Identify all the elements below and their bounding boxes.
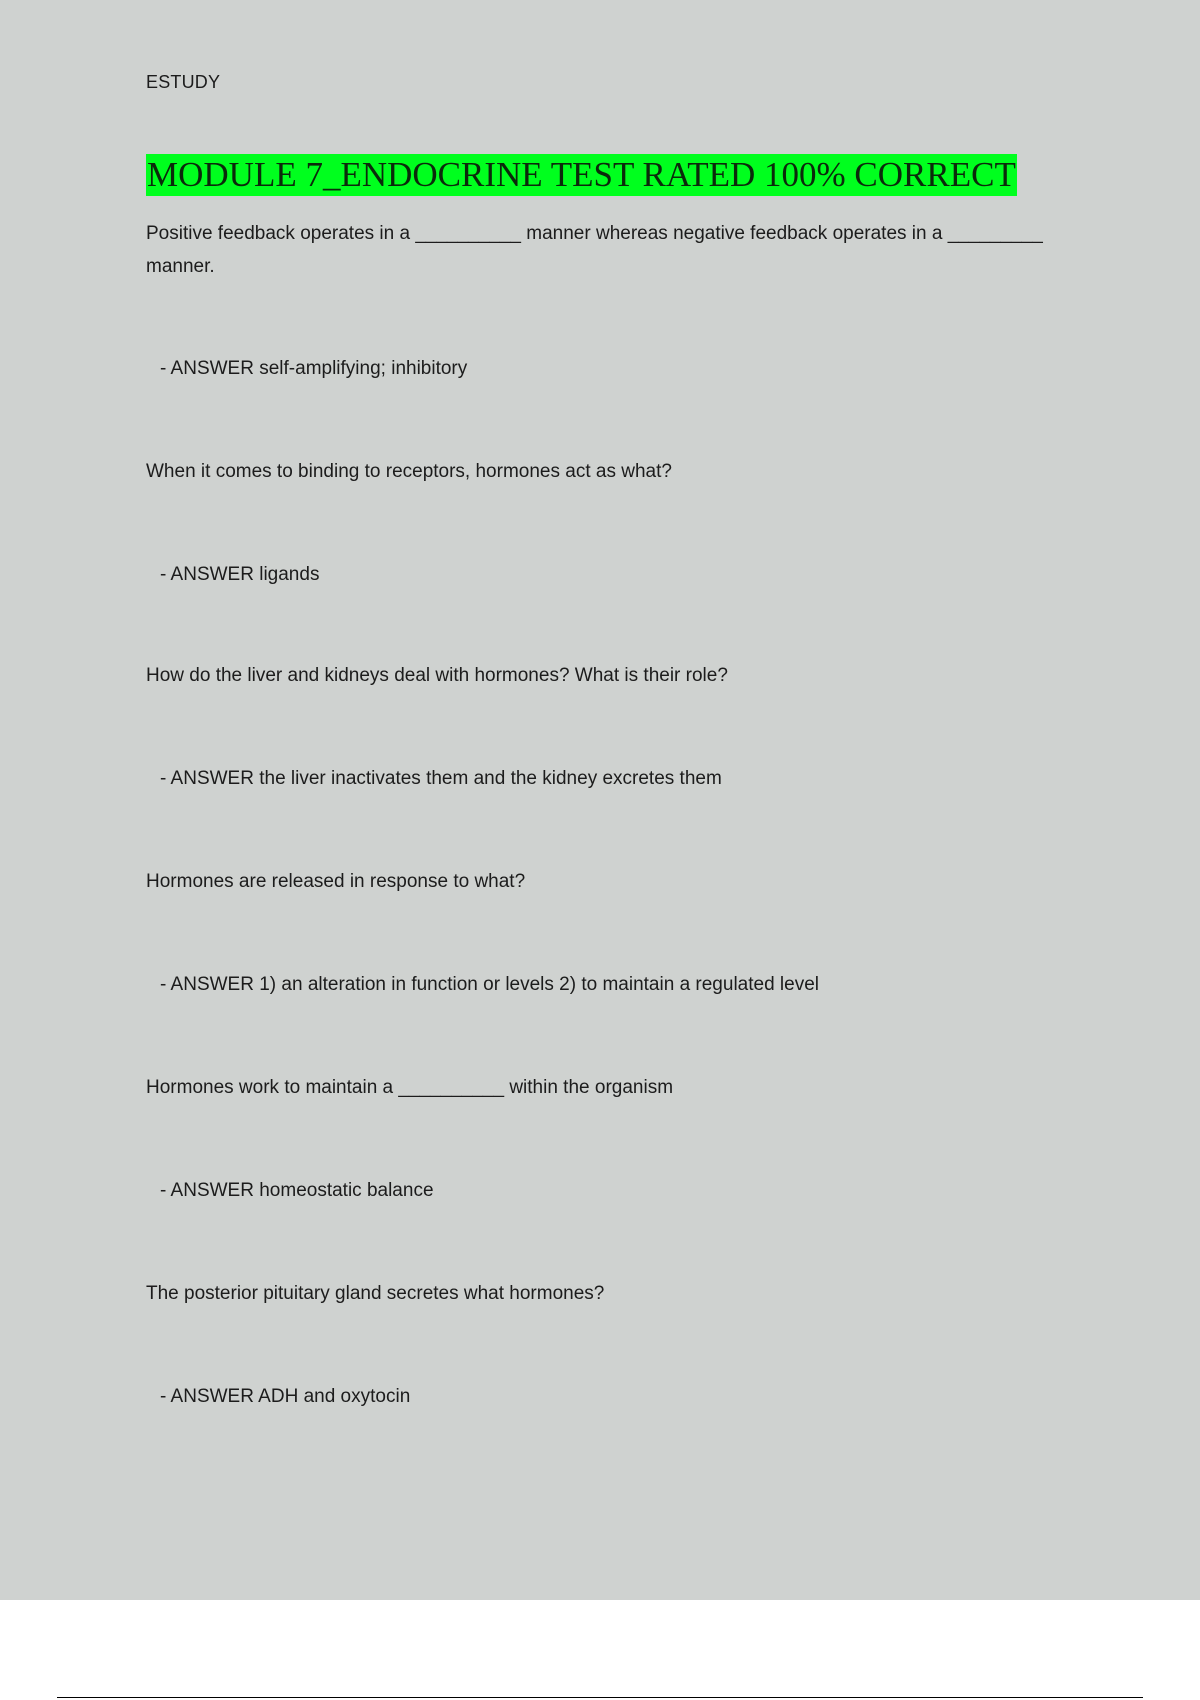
document-title: MODULE 7_ENDOCRINE TEST RATED 100% CORRECT: [147, 155, 1016, 194]
answer-4: - ANSWER 1) an alteration in function or levels 2) to maintain a regulated level: [160, 974, 819, 995]
question-5: Hormones work to maintain a __________ within the organism: [146, 1077, 674, 1098]
answer-6: - ANSWER ADH and oxytocin: [160, 1386, 411, 1407]
answer-3: - ANSWER the liver inactivates them and the kidney excretes them: [160, 768, 722, 789]
question-4: Hormones are released in response to what?: [146, 871, 526, 892]
page-header: ESTUDY: [146, 72, 221, 92]
question-6: The posterior pituitary gland secretes what hormones?: [146, 1283, 605, 1304]
answer-1: - ANSWER self-amplifying; inhibitory: [160, 358, 468, 379]
answer-2: - ANSWER ligands: [160, 564, 320, 585]
question-2: When it comes to binding to receptors, hormones act as what?: [146, 461, 672, 482]
question-1: Positive feedback operates in a __________ manner whereas negative feedback operates in a _________ manner.: [146, 223, 1043, 277]
question-3: How do the liver and kidneys deal with hormones? What is their role?: [146, 665, 728, 686]
answer-5: - ANSWER homeostatic balance: [160, 1180, 434, 1201]
footer-divider: [57, 1697, 1143, 1698]
